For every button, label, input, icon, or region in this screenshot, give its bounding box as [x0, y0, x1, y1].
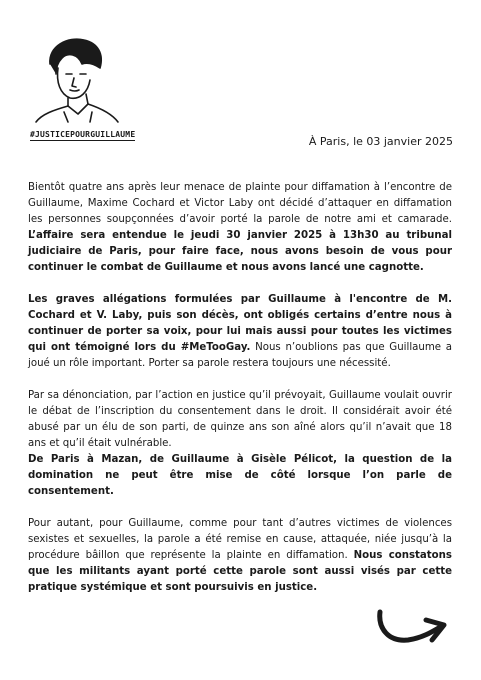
- text-run: Nous n’oublions pas que Guillaume a joué un rôle important. Porter sa parole restera toujours une nécessité.: [28, 342, 452, 369]
- bold-text-run: Nous constatons que les militants ayant porté cette parole sont aussi visés par cette pratique systémique et sont poursuivis en justice.: [28, 550, 452, 593]
- hashtag-signature: #JUSTICEPOURGUILLAUME: [30, 130, 136, 139]
- text-run: Bientôt quatre ans après leur menace de plainte pour diffamation à l’encontre de Guillaume, Maxime Cochard et Victor Laby ont décidé d’attaquer en diffamation les personnes soupçonnées d’avoir porté la parole de notre ami et camarade.: [28, 182, 452, 225]
- bold-text-run: Les graves allégations formulées par Guillaume à l'encontre de M. Cochard et V. Laby, puis son décès, ont obligés certains d’entre nous à continuer de porter sa voix, pour lui mais aussi pour toutes les victimes qui ont témoigné lors du #MeTooGay.: [28, 294, 452, 353]
- bold-text-run: De Paris à Mazan, de Guillaume à Gisèle Pélicot, la question de la domination ne peut être mise de côté lorsque l’on parle de consentement.: [28, 454, 452, 497]
- dateline: À Paris, le 03 janvier 2025: [308, 135, 453, 148]
- letter-body: [28, 180, 452, 612]
- paragraph: [28, 516, 452, 596]
- guillaume-portrait-illustration: [28, 34, 124, 124]
- curved-arrow-icon: [370, 602, 454, 650]
- paragraph: [28, 388, 452, 500]
- bold-text-run: L’affaire sera entendue le jeudi 30 janvier 2025 à 13h30 au tribunal judiciaire de Paris, pour faire face, nous avons besoin de vous pour continuer le combat de Guillaume et nous avons lancé une cagnotte.: [28, 230, 452, 273]
- paragraph: [28, 180, 452, 276]
- text-run: Par sa dénonciation, par l’action en justice qu’il prévoyait, Guillaume voulait ouvrir le débat de l’inscription du consentement dans le droit. Il considérait avoir été abusé par un élu de son parti, de quinze ans son aîné alors qu’il n’avait que 18 ans et qu’il était vulnérable.: [28, 390, 452, 449]
- paragraph: [28, 292, 452, 372]
- text-run: Pour autant, pour Guillaume, comme pour tant d’autres victimes de violences sexistes et sexuelles, la parole a été remise en cause, attaquée, niée jusqu’à la procédure bâillon que représente la plainte en diffamation.: [28, 518, 452, 561]
